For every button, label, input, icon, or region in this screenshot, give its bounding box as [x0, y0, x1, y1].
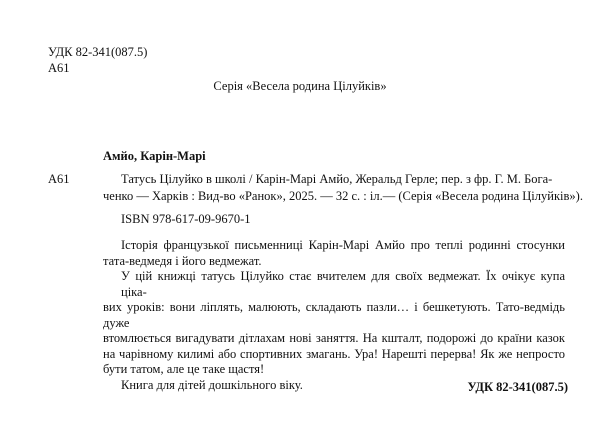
udc-code-bottom: УДК 82-341(087.5)	[467, 380, 568, 394]
annotation-line: вих уроків: вони ліплять, малюють, складають пазли… і бешкетують. Тато-ведмідь дуже	[103, 300, 565, 330]
annotation-line: Книга для дітей дошкільного віку.	[121, 377, 303, 392]
udc-code-top-block	[48, 44, 147, 76]
annotation-line: бути татом, але це таке щастя!	[103, 362, 265, 376]
book-annotation	[103, 238, 565, 393]
annotation-line: Історія французької письменниці Карін-Марі Амйо про теплі родинні стосунки	[121, 238, 565, 252]
biblio-line: ченко — Харків : Вид-во «Ранок», 2025. — 32 с. : іл.— (Серія «Весела родина Цілуйків»).	[103, 188, 583, 203]
biblio-line: Татусь Цілуйко в школі / Карін-Марі Амйо, Жеральд Герле; пер. з фр. Г. М. Бога-	[121, 172, 553, 186]
annotation-paragraph	[103, 269, 565, 378]
annotation-line: втомлюється вигадувати дітлахам нові заняття. На кшталт, подорожі до країни казок	[103, 331, 565, 345]
udc-code-top: УДК 82-341(087.5)	[48, 45, 148, 59]
bibliographic-description	[103, 171, 583, 204]
annotation-line: У цій книжці татусь Цілуйко стає вчителем для своїх ведмежат. Їх очікує купа ціка-	[121, 269, 565, 299]
catalog-code-left: А61	[48, 172, 70, 186]
annotation-line: тата-ведмедя і його ведмежат.	[103, 253, 262, 268]
author-heading: Амйо, Карін-Марі	[103, 149, 206, 163]
annotation-line: на чарівному килимі або спортивних змагань. Ура! Нарешті перерва! Як же непросто	[103, 346, 565, 361]
annotation-paragraph	[103, 238, 565, 269]
series-title: Серія «Весела родина Цілуйків»	[213, 79, 387, 93]
isbn-number: ISBN 978-617-09-9670-1	[121, 212, 251, 226]
catalog-code-top: А61	[48, 61, 70, 75]
